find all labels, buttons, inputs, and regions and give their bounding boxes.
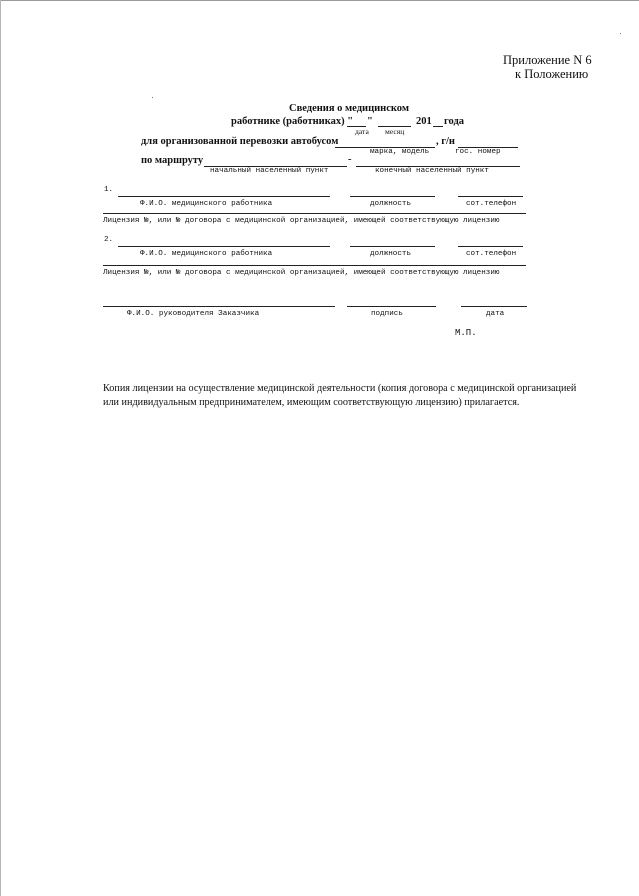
year-field[interactable] bbox=[433, 126, 443, 127]
worker-1-position-field[interactable] bbox=[350, 196, 435, 197]
signature-date-field[interactable] bbox=[461, 306, 527, 307]
worker-1-license-field[interactable] bbox=[103, 213, 526, 214]
appendix-reference: к Положению bbox=[515, 67, 589, 81]
worker-1-phone-field[interactable] bbox=[458, 196, 523, 197]
scan-speck bbox=[152, 97, 153, 98]
appendix-number: Приложение N 6 bbox=[503, 53, 592, 67]
caption-plate: гос. номер bbox=[455, 148, 501, 156]
note-line-1: Копия лицензии на осуществление медицинской деятельности (копия договора с медицинской организацией bbox=[103, 383, 577, 394]
caption-signature-date: дата bbox=[486, 310, 505, 318]
route-label: по маршруту bbox=[141, 155, 204, 166]
form-title: Сведения о медицинском bbox=[289, 103, 409, 114]
plate-label: , г/н bbox=[436, 136, 455, 147]
title-year-word: года bbox=[444, 116, 465, 127]
head-name-field[interactable] bbox=[103, 306, 335, 307]
scan-top-edge bbox=[0, 0, 639, 1]
worker-2-name-field[interactable] bbox=[118, 246, 330, 247]
worker-1-number: 1. bbox=[104, 186, 114, 194]
caption-end-point: конечный населенный пункт bbox=[375, 167, 489, 175]
caption-worker-1-license: Лицензия №, или № договора с медицинской организацией, имеющей соответствующую лицензию bbox=[103, 217, 500, 225]
caption-make-model: марка, модель bbox=[370, 148, 430, 156]
caption-worker-2-name: Ф.И.О. медицинского работника bbox=[140, 250, 273, 258]
worker-2-number: 2. bbox=[104, 236, 114, 244]
worker-2-phone-field[interactable] bbox=[458, 246, 523, 247]
caption-month: месяц bbox=[385, 127, 405, 136]
caption-worker-2-license: Лицензия №, или № договора с медицинской организацией, имеющей соответствующую лицензию bbox=[103, 269, 500, 277]
stamp-place: М.П. bbox=[455, 328, 477, 338]
caption-date: дата bbox=[355, 127, 369, 136]
caption-worker-2-phone: сот.телефон bbox=[466, 250, 517, 258]
scan-left-edge bbox=[0, 0, 1, 896]
caption-head-name: Ф.И.О. руководителя Заказчика bbox=[127, 310, 260, 318]
title-quote: " bbox=[367, 116, 373, 127]
route-dash: - bbox=[348, 154, 352, 165]
signature-field[interactable] bbox=[347, 306, 436, 307]
title-workers-text: работнике (работниках) " bbox=[231, 116, 354, 127]
note-line-2: или индивидуальным предпринимателем, имеющим соответствующую лицензию) прилагается. bbox=[103, 397, 520, 408]
worker-2-license-field[interactable] bbox=[103, 265, 526, 266]
worker-2-position-field[interactable] bbox=[350, 246, 435, 247]
scan-speck bbox=[620, 33, 621, 34]
caption-start-point: начальный населенный пункт bbox=[210, 167, 329, 175]
caption-worker-1-name: Ф.И.О. медицинского работника bbox=[140, 200, 273, 208]
caption-signature: подпись bbox=[371, 310, 403, 318]
caption-worker-1-position: должность bbox=[370, 200, 412, 208]
title-year: 201 bbox=[416, 116, 432, 127]
bus-label: для организованной перевозки автобусом bbox=[141, 136, 339, 147]
caption-worker-2-position: должность bbox=[370, 250, 412, 258]
caption-worker-1-phone: сот.телефон bbox=[466, 200, 517, 208]
worker-1-name-field[interactable] bbox=[118, 196, 330, 197]
